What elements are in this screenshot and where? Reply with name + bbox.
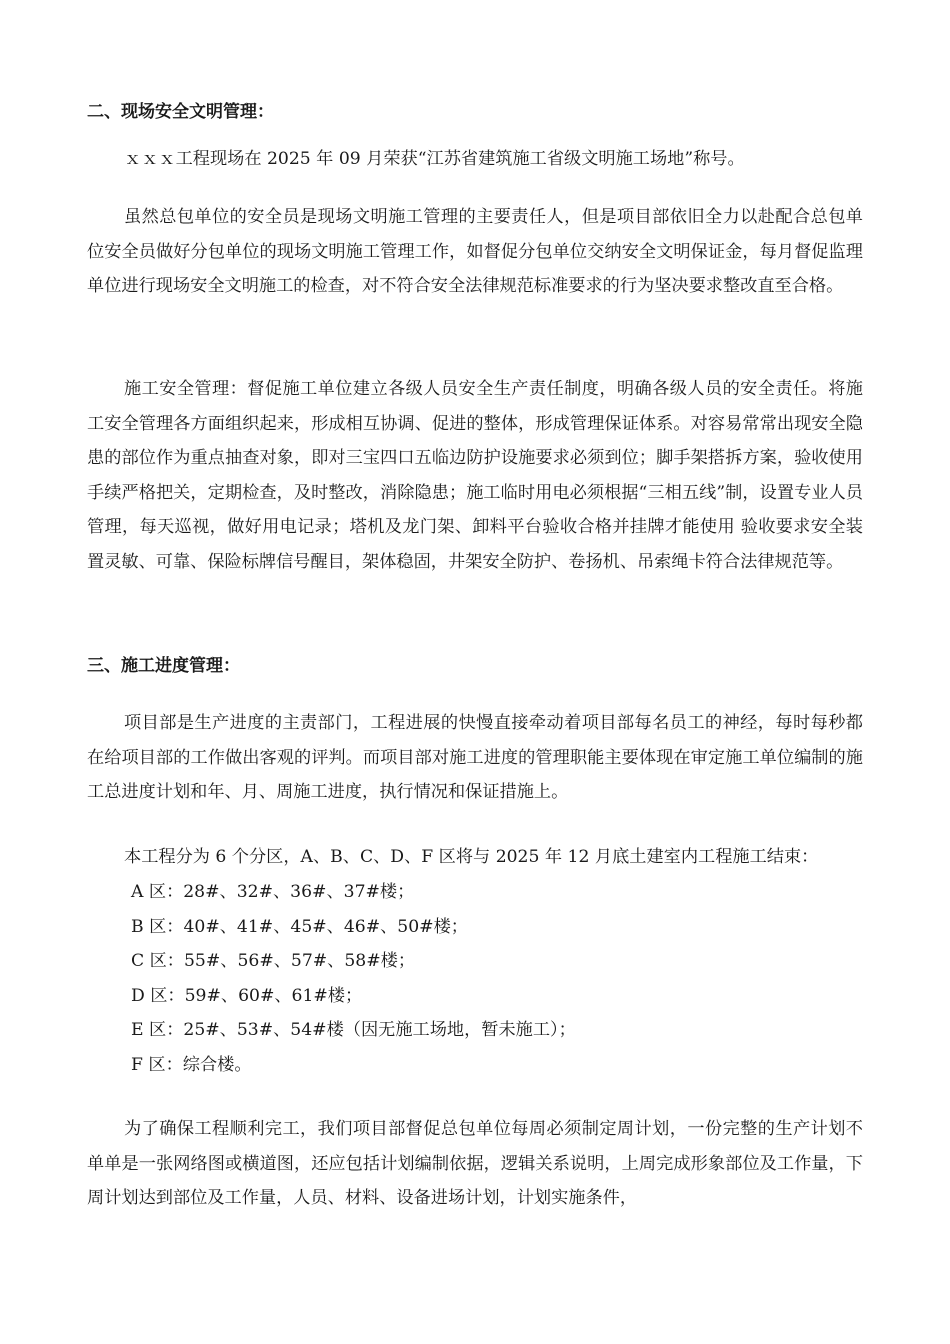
paragraph-construction-safety: 施工安全管理：督促施工单位建立各级人员安全生产责任制度，明确各级人员的安全责任。将施工安全管理各方面组织起来，形成相互协调、促进的整体，形成管理保证体系。对容易常常出现安全隐患的部位作为重点抽查对象，即对三宝四口五临边防护设施要求必须到位；脚手架搭拆方案，验收使用手续严格把关，定期检查，及时整改，消除隐患；施工临时用电必须根据“三相五线”制，设置专业人员管理，每天巡视，做好用电记录；塔机及龙门架、卸料平台验收合格并挂牌才能使用 验收要求安全装置灵敏、可靠、保险标牌信号醒目，架体稳固，井架安全防护、卷扬机、吊索绳卡符合法律规范等。 [87,379,863,572]
paragraph-zones-intro: 本工程分为 6 个分区，A、B、C、D、F 区将与 2025 年 12 月底土建室内工程施工结束： [124,847,819,867]
zone-item-f: F 区：综合楼。 [131,1054,252,1075]
paragraph-award: ｘｘｘ工程现场在 2025 年 09 月荣获“江苏省建筑施工省级文明施工场地”称号。 [124,149,745,169]
zone-item-d: D 区：59#、60#、61#楼； [131,985,363,1006]
zone-item-c: C 区：55#、56#、57#、58#楼； [131,951,416,971]
zone-item-b: B 区：40#、41#、45#、46#、50#楼； [131,916,468,937]
paragraph-weekly-plan: 为了确保工程顺利完工，我们项目部督促总包单位每周必须制定周计划，一份完整的生产计划不单单是一张网络图或横道图，还应包括计划编制依据，逻辑关系说明，上周完成形象部位及工作量，下周计划达到部位及工作量，人员、材料、设备进场计划，计划实施条件， [87,1119,863,1208]
section-heading-schedule: 三、施工进度管理： [87,656,240,676]
zone-list [131,875,576,1082]
paragraph-schedule-responsibility: 项目部是生产进度的主责部门，工程进展的快慢直接牵动着项目部每名员工的神经，每时每秒都在给项目部的工作做出客观的评判。而项目部对施工进度的管理职能主要体现在审定施工单位编制的施工总进度计划和年、月、周施工进度，执行情况和保证措施上。 [87,713,863,802]
zone-item-e: E 区：25#、53#、54#楼（因无施工场地，暂未施工）； [131,1020,576,1040]
zone-item-a: A 区：28#、32#、36#、37#楼； [131,882,415,902]
paragraph-contractor-safety: 虽然总包单位的安全员是现场文明施工管理的主要责任人，但是项目部依旧全力以赴配合总包单位安全员做好分包单位的现场文明施工管理工作，如督促分包单位交纳安全文明保证金，每月督促监理单位进行现场安全文明施工的检查，对不符合安全法律规范标准要求的行为坚决要求整改直至合格。 [87,207,863,296]
section-heading-site-safety: 二、现场安全文明管理： [87,102,274,122]
